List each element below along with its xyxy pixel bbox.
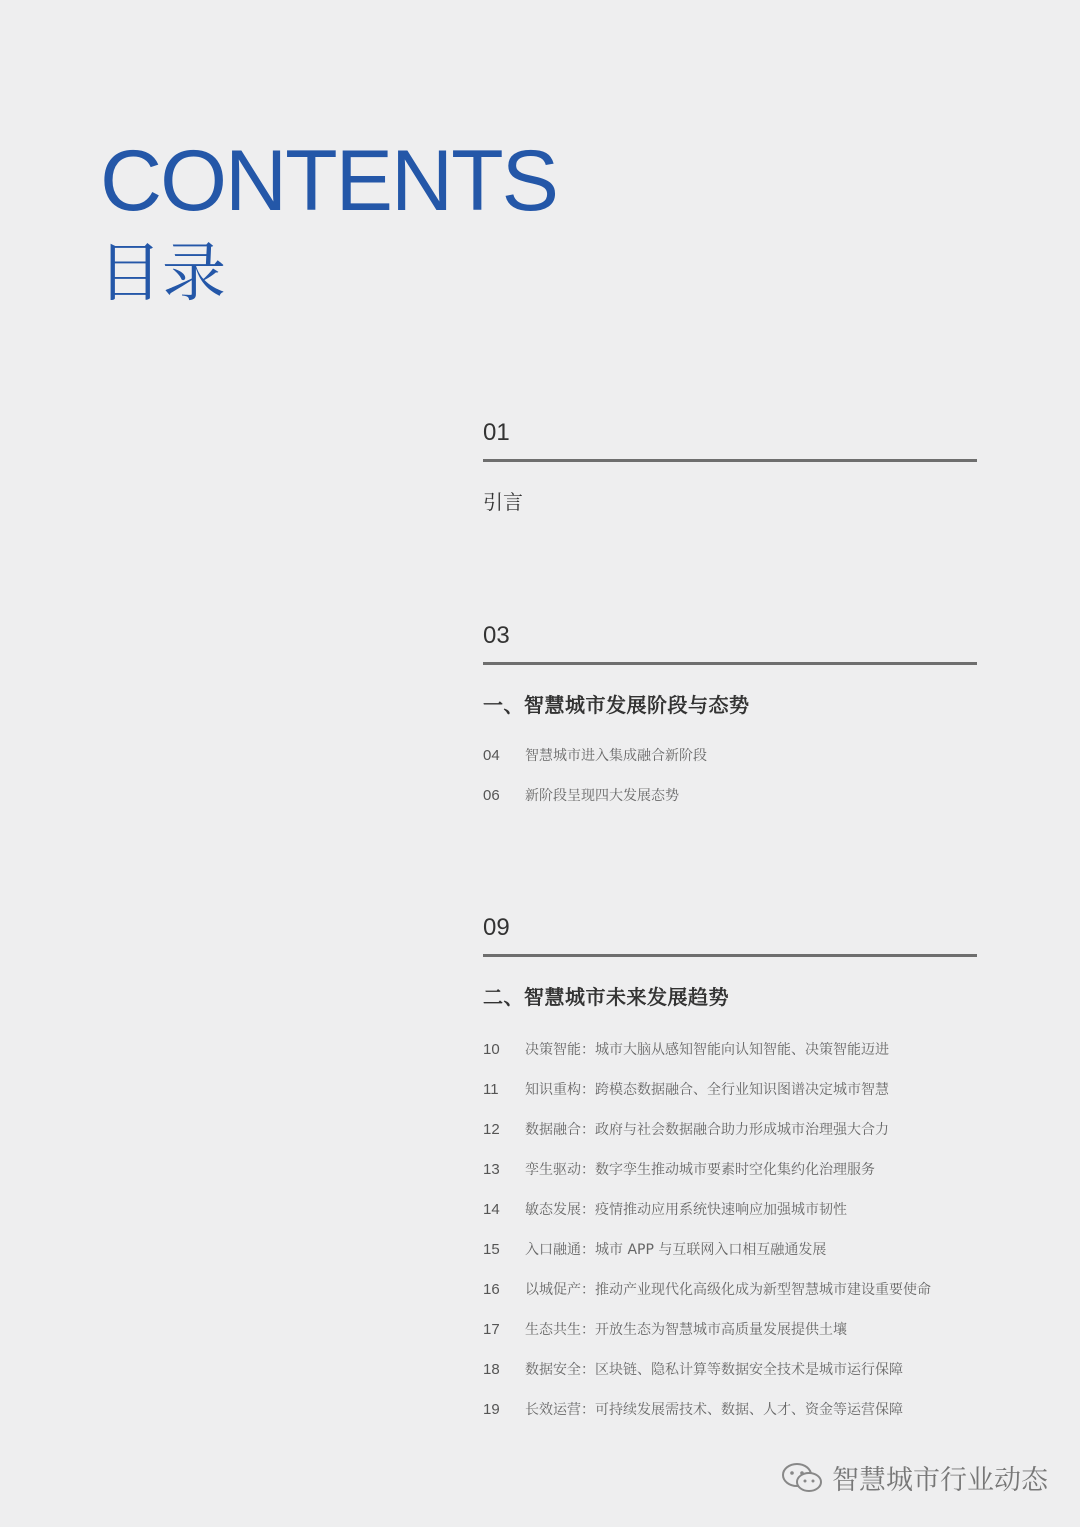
toc-item[interactable] [483, 1189, 977, 1229]
toc-item[interactable] [483, 1069, 977, 1109]
toc-item[interactable] [483, 775, 977, 815]
toc-item[interactable] [483, 735, 977, 775]
toc-item-page: 14 [483, 1200, 500, 1218]
contents-title-cn: 目录 [98, 237, 226, 311]
toc-item[interactable] [483, 1229, 977, 1269]
toc-item-text: 入口融通：城市 APP 与互联网入口相互融通发展 [525, 1242, 827, 1258]
toc-item-page: 11 [483, 1080, 499, 1098]
toc-item-text: 长效运营：可持续发展需技术、数据、人才、资金等运营保障 [525, 1402, 903, 1418]
section-title: 二、智慧城市未来发展趋势 [483, 985, 729, 1009]
toc-item[interactable] [483, 1309, 977, 1349]
section-page-number: 03 [483, 622, 510, 649]
toc-item-text: 知识重构：跨模态数据融合、全行业知识图谱决定城市智慧 [525, 1082, 889, 1098]
section-title: 一、智慧城市发展阶段与态势 [483, 693, 750, 717]
toc-item-text: 以城促产：推动产业现代化高级化成为新型智慧城市建设重要使命 [525, 1282, 931, 1298]
watermark-text: 智慧城市行业动态 [832, 1465, 1048, 1496]
toc-section-09 [483, 916, 977, 1429]
toc-item-page: 12 [483, 1120, 500, 1138]
toc-item-page: 06 [483, 786, 500, 804]
toc-item[interactable] [483, 1269, 977, 1309]
toc-item-text: 生态共生：开放生态为智慧城市高质量发展提供土壤 [525, 1322, 847, 1338]
toc-item-page: 15 [483, 1240, 500, 1258]
toc-section-03 [483, 624, 977, 815]
toc-item[interactable] [483, 1109, 977, 1149]
toc-item-text: 数据安全：区块链、隐私计算等数据安全技术是城市运行保障 [525, 1362, 903, 1378]
section-title: 引言 [483, 490, 523, 514]
section-items [483, 735, 977, 815]
section-divider [483, 459, 977, 462]
section-divider [483, 662, 977, 665]
toc-item-page: 13 [483, 1160, 500, 1178]
toc-item[interactable] [483, 1029, 977, 1069]
section-page-number: 09 [483, 914, 510, 941]
section-items [483, 1029, 977, 1429]
section-divider [483, 954, 977, 957]
toc-item-text: 智慧城市进入集成融合新阶段 [525, 748, 707, 764]
toc-item-page: 19 [483, 1400, 500, 1418]
contents-title-en: CONTENTS [100, 133, 557, 229]
toc-item-page: 10 [483, 1040, 500, 1058]
toc-item-page: 16 [483, 1280, 500, 1298]
toc-item-text: 孪生驱动：数字孪生推动城市要素时空化集约化治理服务 [525, 1162, 875, 1178]
toc-item-text: 数据融合：政府与社会数据融合助力形成城市治理强大合力 [525, 1122, 889, 1138]
toc-item-text: 新阶段呈现四大发展态势 [525, 788, 679, 804]
wechat-icon [780, 1461, 824, 1495]
toc-item-page: 18 [483, 1360, 500, 1378]
toc-item-page: 04 [483, 746, 500, 764]
toc-item[interactable] [483, 1349, 977, 1389]
watermark [780, 1458, 1048, 1497]
section-page-number: 01 [483, 419, 510, 446]
toc-section-01 [483, 421, 977, 512]
toc-item[interactable] [483, 1149, 977, 1189]
toc-item-page: 17 [483, 1320, 500, 1338]
toc-item-text: 敏态发展：疫情推动应用系统快速响应加强城市韧性 [525, 1202, 847, 1218]
toc-item[interactable] [483, 1389, 977, 1429]
toc-item-text: 决策智能：城市大脑从感知智能向认知智能、决策智能迈进 [525, 1042, 889, 1058]
